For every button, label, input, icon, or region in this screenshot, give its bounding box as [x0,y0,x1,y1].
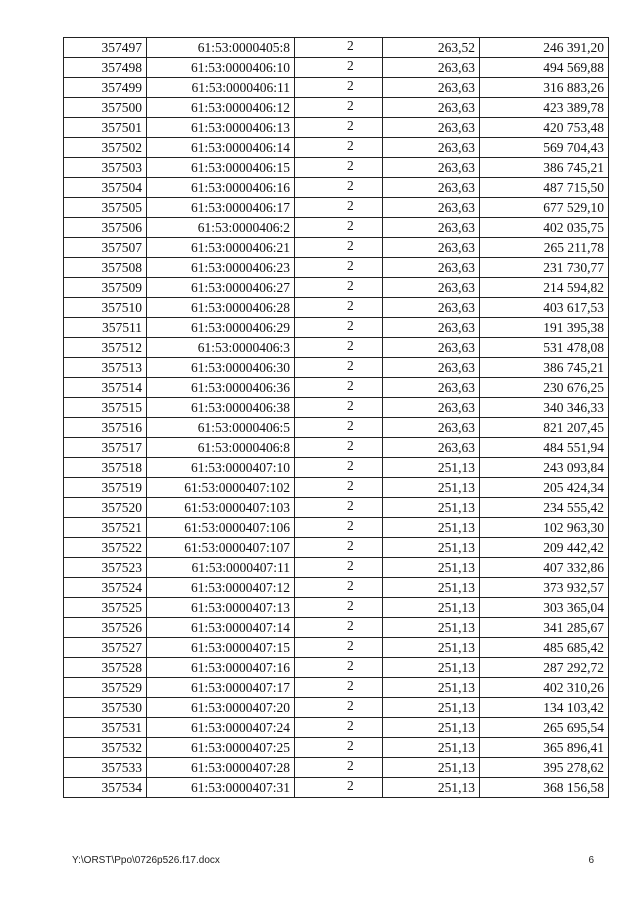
table-row [64,378,609,398]
cell-category-code: 2 [295,258,383,278]
cell-row-number: 357517 [64,438,147,458]
table-row [64,698,609,718]
cell-cadastral-value: 243 093,84 [480,458,609,478]
cell-category-code: 2 [295,778,383,798]
cell-cadastral-value: 214 594,82 [480,278,609,298]
cell-cadastral-number: 61:53:0000407:10 [147,458,295,478]
table-row [64,658,609,678]
cell-row-number: 357530 [64,698,147,718]
cell-row-number: 357534 [64,778,147,798]
cell-rate: 263,63 [383,378,480,398]
table-row [64,258,609,278]
cell-rate: 251,13 [383,578,480,598]
cell-category-code: 2 [295,198,383,218]
cell-row-number: 357524 [64,578,147,598]
cell-cadastral-value: 134 103,42 [480,698,609,718]
table-row [64,158,609,178]
cell-category-code: 2 [295,438,383,458]
cell-cadastral-number: 61:53:0000406:14 [147,138,295,158]
table-row [64,778,609,798]
cell-rate: 251,13 [383,618,480,638]
cell-category-code: 2 [295,58,383,78]
table-row [64,758,609,778]
cell-category-code: 2 [295,138,383,158]
cell-cadastral-value: 209 442,42 [480,538,609,558]
table-row [64,618,609,638]
cell-category-code: 2 [295,758,383,778]
table-row [64,418,609,438]
cell-cadastral-value: 231 730,77 [480,258,609,278]
cell-category-code: 2 [295,658,383,678]
cell-cadastral-number: 61:53:0000407:25 [147,738,295,758]
cell-rate: 263,63 [383,98,480,118]
cell-row-number: 357526 [64,618,147,638]
cell-cadastral-number: 61:53:0000407:28 [147,758,295,778]
table-body [64,38,609,798]
cell-cadastral-value: 287 292,72 [480,658,609,678]
cell-cadastral-number: 61:53:0000406:8 [147,438,295,458]
cell-rate: 263,63 [383,158,480,178]
table-row [64,398,609,418]
cell-category-code: 2 [295,38,383,58]
table-row [64,358,609,378]
cell-row-number: 357515 [64,398,147,418]
cell-category-code: 2 [295,498,383,518]
table-row [64,638,609,658]
cell-rate: 251,13 [383,778,480,798]
cell-row-number: 357501 [64,118,147,138]
table-row [64,538,609,558]
cell-row-number: 357506 [64,218,147,238]
cell-row-number: 357527 [64,638,147,658]
cell-cadastral-value: 677 529,10 [480,198,609,218]
cell-cadastral-value: 265 211,78 [480,238,609,258]
table-row [64,438,609,458]
cell-row-number: 357533 [64,758,147,778]
table-row [64,238,609,258]
cell-category-code: 2 [295,378,383,398]
cell-row-number: 357514 [64,378,147,398]
table-row [64,338,609,358]
cell-rate: 251,13 [383,638,480,658]
cell-category-code: 2 [295,538,383,558]
cell-category-code: 2 [295,398,383,418]
cell-rate: 263,63 [383,258,480,278]
cell-row-number: 357519 [64,478,147,498]
cell-category-code: 2 [295,118,383,138]
cell-rate: 263,63 [383,358,480,378]
cell-rate: 263,63 [383,78,480,98]
cell-rate: 263,63 [383,278,480,298]
cell-cadastral-number: 61:53:0000407:11 [147,558,295,578]
cell-cadastral-value: 386 745,21 [480,358,609,378]
cell-cadastral-number: 61:53:0000407:17 [147,678,295,698]
cell-rate: 263,63 [383,338,480,358]
cell-rate: 263,63 [383,318,480,338]
cell-rate: 263,63 [383,138,480,158]
cell-cadastral-value: 395 278,62 [480,758,609,778]
cell-cadastral-value: 368 156,58 [480,778,609,798]
cell-row-number: 357513 [64,358,147,378]
cell-row-number: 357528 [64,658,147,678]
cell-category-code: 2 [295,158,383,178]
cell-category-code: 2 [295,318,383,338]
cell-category-code: 2 [295,638,383,658]
cell-cadastral-number: 61:53:0000406:12 [147,98,295,118]
cell-rate: 251,13 [383,498,480,518]
cell-cadastral-number: 61:53:0000406:23 [147,258,295,278]
table-row [64,458,609,478]
table-row [64,58,609,78]
table-row [64,598,609,618]
cell-category-code: 2 [295,718,383,738]
table-row [64,678,609,698]
cell-cadastral-number: 61:53:0000407:20 [147,698,295,718]
cell-rate: 263,63 [383,298,480,318]
cell-rate: 263,63 [383,438,480,458]
cell-rate: 263,63 [383,178,480,198]
footer-page-number: 6 [588,855,594,866]
table-row [64,318,609,338]
cell-row-number: 357511 [64,318,147,338]
cell-row-number: 357498 [64,58,147,78]
table-row [64,478,609,498]
cell-row-number: 357508 [64,258,147,278]
cell-cadastral-value: 102 963,30 [480,518,609,538]
cell-category-code: 2 [295,98,383,118]
cell-cadastral-number: 61:53:0000407:14 [147,618,295,638]
table-row [64,518,609,538]
cell-category-code: 2 [295,458,383,478]
cell-rate: 263,63 [383,58,480,78]
cell-rate: 263,63 [383,418,480,438]
table-row [64,738,609,758]
cell-cadastral-value: 487 715,50 [480,178,609,198]
cell-row-number: 357497 [64,38,147,58]
cell-rate: 251,13 [383,478,480,498]
cell-cadastral-value: 402 035,75 [480,218,609,238]
cell-row-number: 357523 [64,558,147,578]
table-row [64,218,609,238]
cell-rate: 251,13 [383,738,480,758]
cell-category-code: 2 [295,558,383,578]
cell-cadastral-number: 61:53:0000406:21 [147,238,295,258]
cell-cadastral-number: 61:53:0000406:17 [147,198,295,218]
cell-category-code: 2 [295,178,383,198]
cell-cadastral-value: 494 569,88 [480,58,609,78]
cell-cadastral-value: 246 391,20 [480,38,609,58]
cell-cadastral-value: 423 389,78 [480,98,609,118]
cell-category-code: 2 [295,578,383,598]
cell-cadastral-value: 407 332,86 [480,558,609,578]
cell-row-number: 357509 [64,278,147,298]
cell-cadastral-value: 365 896,41 [480,738,609,758]
cell-cadastral-number: 61:53:0000406:11 [147,78,295,98]
cell-category-code: 2 [295,418,383,438]
cell-row-number: 357520 [64,498,147,518]
cell-cadastral-number: 61:53:0000406:5 [147,418,295,438]
cell-cadastral-number: 61:53:0000406:38 [147,398,295,418]
table-row [64,498,609,518]
cell-rate: 251,13 [383,658,480,678]
cell-row-number: 357499 [64,78,147,98]
table-row [64,298,609,318]
cell-category-code: 2 [295,618,383,638]
cell-row-number: 357502 [64,138,147,158]
cell-cadastral-value: 230 676,25 [480,378,609,398]
cell-cadastral-value: 373 932,57 [480,578,609,598]
cell-cadastral-number: 61:53:0000406:3 [147,338,295,358]
table-row [64,198,609,218]
cell-rate: 251,13 [383,538,480,558]
cell-cadastral-number: 61:53:0000407:103 [147,498,295,518]
cell-cadastral-value: 420 753,48 [480,118,609,138]
cell-rate: 263,63 [383,198,480,218]
cell-rate: 263,63 [383,218,480,238]
cell-cadastral-number: 61:53:0000407:106 [147,518,295,538]
table-row [64,718,609,738]
cell-cadastral-number: 61:53:0000407:107 [147,538,295,558]
cell-category-code: 2 [295,278,383,298]
table-row [64,178,609,198]
table-row [64,278,609,298]
cell-cadastral-number: 61:53:0000406:27 [147,278,295,298]
cell-rate: 251,13 [383,698,480,718]
table-row [64,38,609,58]
cell-cadastral-value: 485 685,42 [480,638,609,658]
data-table [63,37,609,798]
cell-cadastral-value: 484 551,94 [480,438,609,458]
cell-cadastral-number: 61:53:0000407:15 [147,638,295,658]
cell-cadastral-number: 61:53:0000406:15 [147,158,295,178]
cell-row-number: 357531 [64,718,147,738]
cell-cadastral-number: 61:53:0000406:16 [147,178,295,198]
cell-category-code: 2 [295,358,383,378]
cell-rate: 263,63 [383,398,480,418]
cell-category-code: 2 [295,238,383,258]
footer-file-path: Y:\ORST\Ppo\0726p526.f17.docx [72,855,220,866]
cell-rate: 251,13 [383,758,480,778]
cell-rate: 251,13 [383,598,480,618]
cell-row-number: 357507 [64,238,147,258]
table-row [64,78,609,98]
cell-cadastral-value: 205 424,34 [480,478,609,498]
cell-cadastral-number: 61:53:0000407:102 [147,478,295,498]
cell-row-number: 357529 [64,678,147,698]
cell-cadastral-value: 340 346,33 [480,398,609,418]
cell-cadastral-value: 821 207,45 [480,418,609,438]
cell-category-code: 2 [295,738,383,758]
cell-category-code: 2 [295,478,383,498]
cell-cadastral-number: 61:53:0000406:2 [147,218,295,238]
cell-cadastral-value: 569 704,43 [480,138,609,158]
cell-cadastral-number: 61:53:0000407:31 [147,778,295,798]
cell-row-number: 357532 [64,738,147,758]
cell-row-number: 357503 [64,158,147,178]
cell-rate: 251,13 [383,558,480,578]
cell-category-code: 2 [295,598,383,618]
table-row [64,558,609,578]
table-row [64,138,609,158]
cell-row-number: 357516 [64,418,147,438]
cell-cadastral-value: 316 883,26 [480,78,609,98]
cell-cadastral-number: 61:53:0000406:28 [147,298,295,318]
cell-row-number: 357512 [64,338,147,358]
cell-category-code: 2 [295,78,383,98]
cell-cadastral-value: 341 285,67 [480,618,609,638]
cell-cadastral-value: 303 365,04 [480,598,609,618]
cell-cadastral-value: 265 695,54 [480,718,609,738]
cell-cadastral-value: 403 617,53 [480,298,609,318]
cell-cadastral-value: 531 478,08 [480,338,609,358]
cell-rate: 263,63 [383,238,480,258]
cell-category-code: 2 [295,218,383,238]
table-row [64,578,609,598]
cell-rate: 251,13 [383,718,480,738]
cell-cadastral-number: 61:53:0000406:30 [147,358,295,378]
cell-row-number: 357500 [64,98,147,118]
cell-row-number: 357522 [64,538,147,558]
cell-category-code: 2 [295,698,383,718]
cell-cadastral-number: 61:53:0000406:10 [147,58,295,78]
cell-cadastral-number: 61:53:0000407:16 [147,658,295,678]
cell-category-code: 2 [295,678,383,698]
cell-rate: 251,13 [383,458,480,478]
cell-cadastral-number: 61:53:0000407:12 [147,578,295,598]
cell-cadastral-number: 61:53:0000407:24 [147,718,295,738]
cell-rate: 251,13 [383,518,480,538]
cell-row-number: 357525 [64,598,147,618]
cell-cadastral-value: 191 395,38 [480,318,609,338]
cell-rate: 251,13 [383,678,480,698]
cell-row-number: 357505 [64,198,147,218]
cell-rate: 263,52 [383,38,480,58]
cell-cadastral-value: 402 310,26 [480,678,609,698]
cell-cadastral-number: 61:53:0000405:8 [147,38,295,58]
cell-cadastral-value: 386 745,21 [480,158,609,178]
cell-row-number: 357521 [64,518,147,538]
cell-row-number: 357510 [64,298,147,318]
cell-row-number: 357518 [64,458,147,478]
cell-cadastral-number: 61:53:0000407:13 [147,598,295,618]
table-row [64,118,609,138]
cell-row-number: 357504 [64,178,147,198]
cell-category-code: 2 [295,338,383,358]
cell-category-code: 2 [295,518,383,538]
table-row [64,98,609,118]
cell-category-code: 2 [295,298,383,318]
cell-cadastral-number: 61:53:0000406:13 [147,118,295,138]
cell-cadastral-value: 234 555,42 [480,498,609,518]
cell-cadastral-number: 61:53:0000406:36 [147,378,295,398]
cell-rate: 263,63 [383,118,480,138]
cell-cadastral-number: 61:53:0000406:29 [147,318,295,338]
